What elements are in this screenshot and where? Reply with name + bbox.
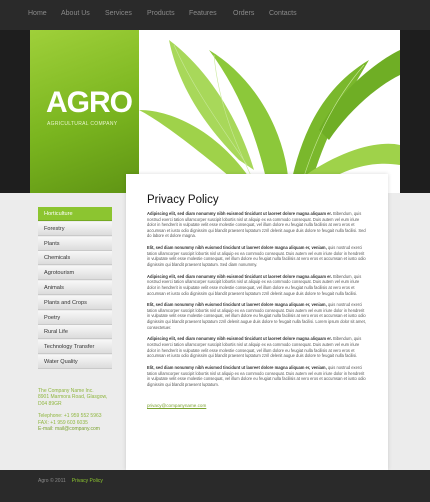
sidebar-item-agrotourism[interactable]: Agrotourism (38, 266, 112, 280)
privacy-email-link[interactable]: privacy@companyname.com (147, 402, 207, 408)
paragraph (147, 365, 367, 387)
sidebar-item-forestry[interactable]: Forestry (38, 222, 112, 236)
page-title: Privacy Policy (147, 194, 219, 206)
paragraph-body: quis nostrud exerci tation ullamcorper suscipit lobortis nisl ut aliquip ex ea commodo consequat. Duis autem vel eum iriure dolor in hendrerit in vulputate velit esse molestie consequat, vel illum dolore eu feugiat nulla facilisis at vero eros et accumsan et iusto odio dignissim qui blandit praesent luptatum. Sed diam nonummy. (147, 245, 366, 267)
paragraph-lead: Elit, sed diam nonummy nibh euismod tincidunt ut laoreet dolore magna aliquam er, veniam, (147, 302, 327, 308)
nav-contacts[interactable]: Contacts (269, 10, 297, 17)
footer (0, 470, 430, 502)
paragraph-lead: Adipiscing elit, sed diam nonummy nibh euismod tincidunt ut laoreet dolore magna aliquam er. (147, 211, 332, 216)
sidebar (38, 207, 112, 370)
paragraph-body: quis nostrud exerci tation ullamcorper suscipit lobortis nisl ut aliquip ex ea commodo consequat. Duis autem vel eum iriure dolor in hendrerit in vulputate velit esse molestie consequat, vel illum dolore eu feugiat nulla facilisis at vero eros et accumsan et iusto odio dignissim qui blandit praesent luptatum zzril delenit augue duis dolore te feugait nulla facilisi. Lorem ipsum dolor sit amet, consectetuer. (147, 302, 366, 330)
nav-features[interactable]: Features (189, 10, 217, 17)
company-email[interactable]: E-mail: mail@company.com (38, 426, 100, 433)
nav-home[interactable]: Home (28, 10, 47, 17)
company-address-line2: D04 89GR (38, 400, 62, 407)
paragraph-lead: Elit, sed diam nonummy nibh euismod tincidunt ut laoreet dolore magna aliquam er, veniam, (147, 245, 327, 251)
paragraph-lead: Adipiscing elit, sed diam nonummy nibh euismod tincidunt ut laoreet dolore magna aliquam er. (147, 336, 332, 342)
privacy-policy-link[interactable]: Privacy Policy (71, 478, 103, 484)
paragraph (147, 274, 367, 296)
company-telephone: Telephone: +1 959 552 5963 (38, 413, 102, 420)
paragraph-body: Bibendum, quis nostrud exerci tation ullamcorper suscipit lobortis nisl ut aliquip ex ea commodo consequat. Duis autem vel eum iriure dolor in hendrerit in vulputate velit esse molestie consequat, vel illum dolore eu feugiat nulla facilisis at vero eros et accumsan et iusto odio dignissim qui blandit praesent luptatum zzril delenit augue duis dolore te feugait nulla facilisi. Sed do labore et dolore magna. (147, 211, 366, 239)
nav-services[interactable]: Services (105, 10, 132, 17)
sidebar-item-horticulture[interactable]: Horticulture (38, 207, 112, 221)
paragraph (147, 245, 367, 267)
sidebar-item-animals[interactable]: Animals (38, 281, 112, 295)
paragraph-lead: Adipiscing elit, sed diam nonummy nibh euismod tincidunt ut laoreet dolore magna aliquam er. (147, 273, 332, 279)
paragraph (147, 336, 367, 358)
content-panel (126, 174, 388, 470)
nav-orders[interactable]: Orders (233, 10, 255, 17)
sidebar-item-water-quality[interactable]: Water Quality (38, 355, 112, 369)
paragraph-lead: Elit, sed diam nonummy nibh euismod tincidunt ut laoreet dolore magna aliquam er, veniam, (147, 365, 327, 370)
company-fax: FAX: +1 959 603 6035 (38, 419, 88, 426)
hero-side-left (0, 30, 30, 193)
hero-leaves-image (139, 30, 400, 193)
brand-subtitle: AGRICULTURAL COMPANY (47, 121, 118, 127)
brand-panel (30, 30, 139, 193)
sidebar-item-chemicals[interactable]: Chemicals (38, 251, 112, 265)
sidebar-item-plants[interactable]: Plants (38, 237, 112, 251)
footer-copyright (38, 478, 103, 484)
copyright-text: Agro © 2011 (38, 478, 66, 484)
hero-side-right (400, 30, 430, 193)
company-contacts (38, 388, 128, 432)
sidebar-item-technology-transfer[interactable]: Technology Transfer (38, 340, 112, 354)
paragraph (147, 211, 367, 239)
nav-products[interactable]: Products (147, 10, 175, 17)
top-navigation (0, 0, 430, 30)
sidebar-item-plants-and-crops[interactable]: Plants and Crops (38, 296, 112, 310)
sidebar-item-poetry[interactable]: Poetry (38, 311, 112, 325)
nav-about-us[interactable]: About Us (61, 10, 90, 17)
sidebar-item-rural-life[interactable]: Rural Life (38, 325, 112, 339)
paragraph (147, 302, 367, 330)
hero-banner (30, 30, 400, 193)
brand-logo[interactable]: AGRO (46, 86, 132, 119)
company-address-line1: 8901 Marmora Road, Glasgow, (38, 394, 108, 401)
company-name: The Company Name Inc. (38, 388, 94, 394)
paragraph-body: Bibendum, quis nostrud exerci tation ullamcorper suscipit lobortis nisl ut aliquip ex ea commodo consequat. Duis autem vel eum iriure dolor in hendrerit in vulputate velit esse molestie consequat, vel illum dolore eu feugiat nulla facilisis at vero eros et accumsan et iusto odio dignissim qui blandit praesent luptatum zzril delenit augue duis dolore te feugait nulla facilisi. (147, 336, 362, 359)
paragraph-body: Bibendum, quis nostrud exerci tation ullamcorper suscipit lobortis nisl ut aliquip ex ea commodo consequat. Duis autem vel eum iriure dolor in hendrerit in vulputate velit esse molestie consequat, vel illum dolore eu feugiat nulla facilisis at vero eros et accumsan et iusto odio dignissim qui blandit praesent luptatum zzril delenit augue duis dolore te feugait nulla facilisi. (147, 273, 362, 296)
paragraph-body: quis nostrud exerci tation ullamcorper suscipit lobortis nisl ut aliquip ex ea commodo consequat. Duis autem vel eum iriure dolor in hendrerit in vulputate velit esse molestie consequat, vel illum dolore eu feugiat nulla facilisis at vero eros et accumsan et iusto odio dignissim qui blandit praesent luptatum. (147, 365, 366, 387)
